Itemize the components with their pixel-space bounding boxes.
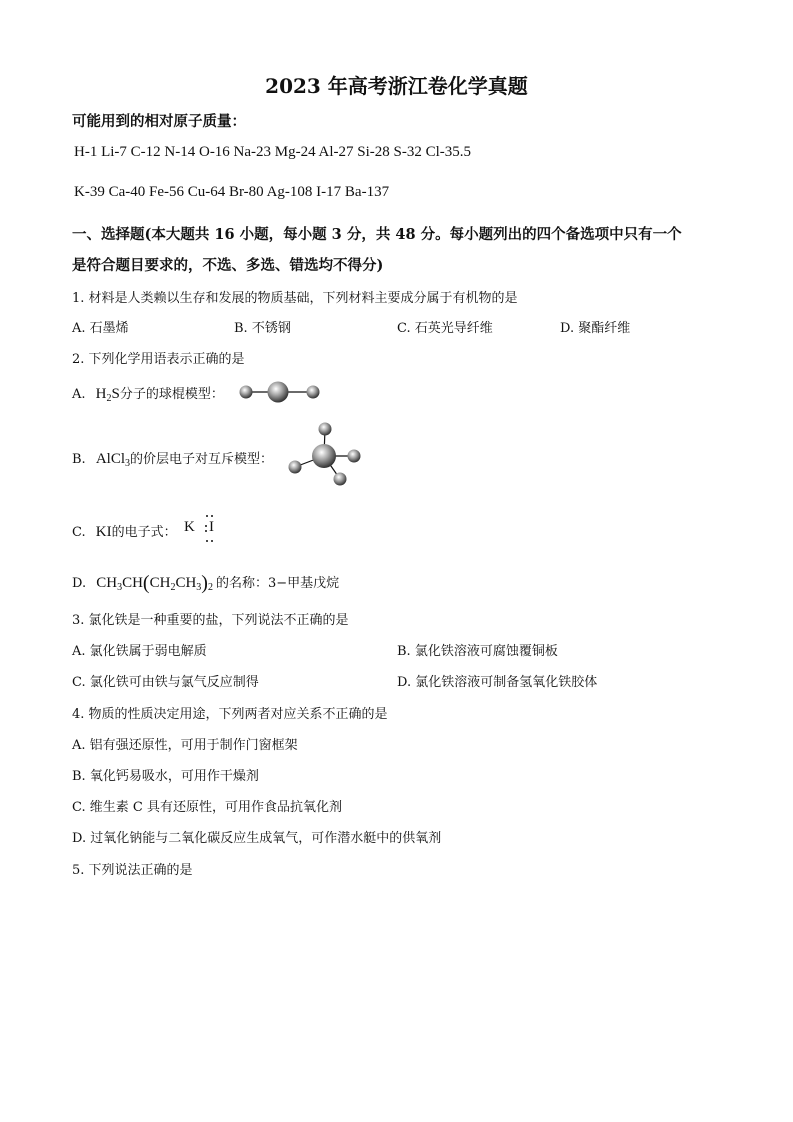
question-5-stem: 5. 下列说法正确的是 bbox=[72, 863, 193, 878]
masses-line-2: K-39 Ca-40 Fe-56 Cu-64 Br-80 Ag-108 I-17 Ba-137 bbox=[74, 184, 390, 200]
option-letter: C. bbox=[72, 525, 86, 540]
question-1-option-d: D. 聚酯纤维 bbox=[560, 321, 631, 336]
option-text: 分子的球棍模型： bbox=[119, 387, 224, 402]
question-3-option-a: A. 氯化铁属于弱电解质 bbox=[72, 644, 207, 659]
question-4-option-c: C. 维生素 C 具有还原性，可用作食品抗氧化剂 bbox=[72, 800, 342, 815]
question-3-stem: 3. 氯化铁是一种重要的盐，下列说法不正确的是 bbox=[72, 613, 349, 628]
question-1-option-b: B. 不锈钢 bbox=[234, 321, 291, 336]
question-4-option-d: D. 过氧化钠能与二氧化碳反应生成氧气，可作潜水艇中的供氧剂 bbox=[72, 831, 442, 846]
formula-h2s: $H_2S$ bbox=[95, 386, 120, 404]
question-4-option-a: A. 铝有强还原性，可用于制作门窗框架 bbox=[72, 738, 298, 753]
option-text: 的价层电子对互斥模型： bbox=[130, 452, 274, 467]
electron-dot-k: K bbox=[184, 519, 195, 535]
option-letter: D. bbox=[72, 576, 87, 591]
question-3-option-b: B. 氯化铁溶液可腐蚀覆铜板 bbox=[397, 644, 558, 659]
page-title: 2023 年高考浙江卷化学真题 bbox=[265, 74, 528, 98]
question-3-option-d: D. 氯化铁溶液可制备氢氧化铁胶体 bbox=[397, 675, 598, 690]
electron-dot-i: I bbox=[209, 519, 214, 535]
formula-ki: KI bbox=[95, 524, 112, 540]
question-2-stem: 2. 下列化学用语表示正确的是 bbox=[72, 352, 245, 367]
question-1-option-a: A. 石墨烯 bbox=[72, 321, 129, 336]
question-3-option-c: C. 氯化铁可由铁与氯气反应制得 bbox=[72, 675, 259, 690]
option-text: 的电子式： bbox=[111, 525, 177, 540]
option-letter: A. bbox=[72, 387, 86, 402]
question-4-option-b: B. 氧化钙易吸水，可用作干燥剂 bbox=[72, 769, 259, 784]
formula-3-methylpentane: $CH_3CH(CH_2CH_3)_2$ bbox=[96, 572, 213, 594]
option-letter: B. bbox=[72, 452, 86, 467]
masses-heading: 可能用到的相对原子质量： bbox=[72, 113, 246, 130]
formula-alcl3: AlCl$_3$ bbox=[95, 451, 131, 469]
question-2-option-d bbox=[72, 572, 339, 595]
masses-line-1: H-1 Li-7 C-12 N-14 O-16 Na-23 Mg-24 Al-27 Si-28 S-32 Cl-35.5 bbox=[74, 144, 472, 160]
option-text: 的名称：3−甲基戊烷 bbox=[215, 576, 340, 591]
question-4-stem: 4. 物质的性质决定用途，下列两者对应关系不正确的是 bbox=[72, 707, 388, 722]
section-instructions-line-2: 是符合题目要求的，不选、多选、错选均不得分) bbox=[72, 257, 384, 274]
question-1-stem: 1. 材料是人类赖以生存和发展的物质基础，下列材料主要成分属于有机物的是 bbox=[72, 291, 518, 306]
section-instructions-line-1: 一、选择题(本大题共 16 小题，每小题 3 分，共 48 分。每小题列出的四个备选项中只有一个 bbox=[72, 226, 682, 243]
question-1-option-c: C. 石英光导纤维 bbox=[397, 321, 493, 336]
